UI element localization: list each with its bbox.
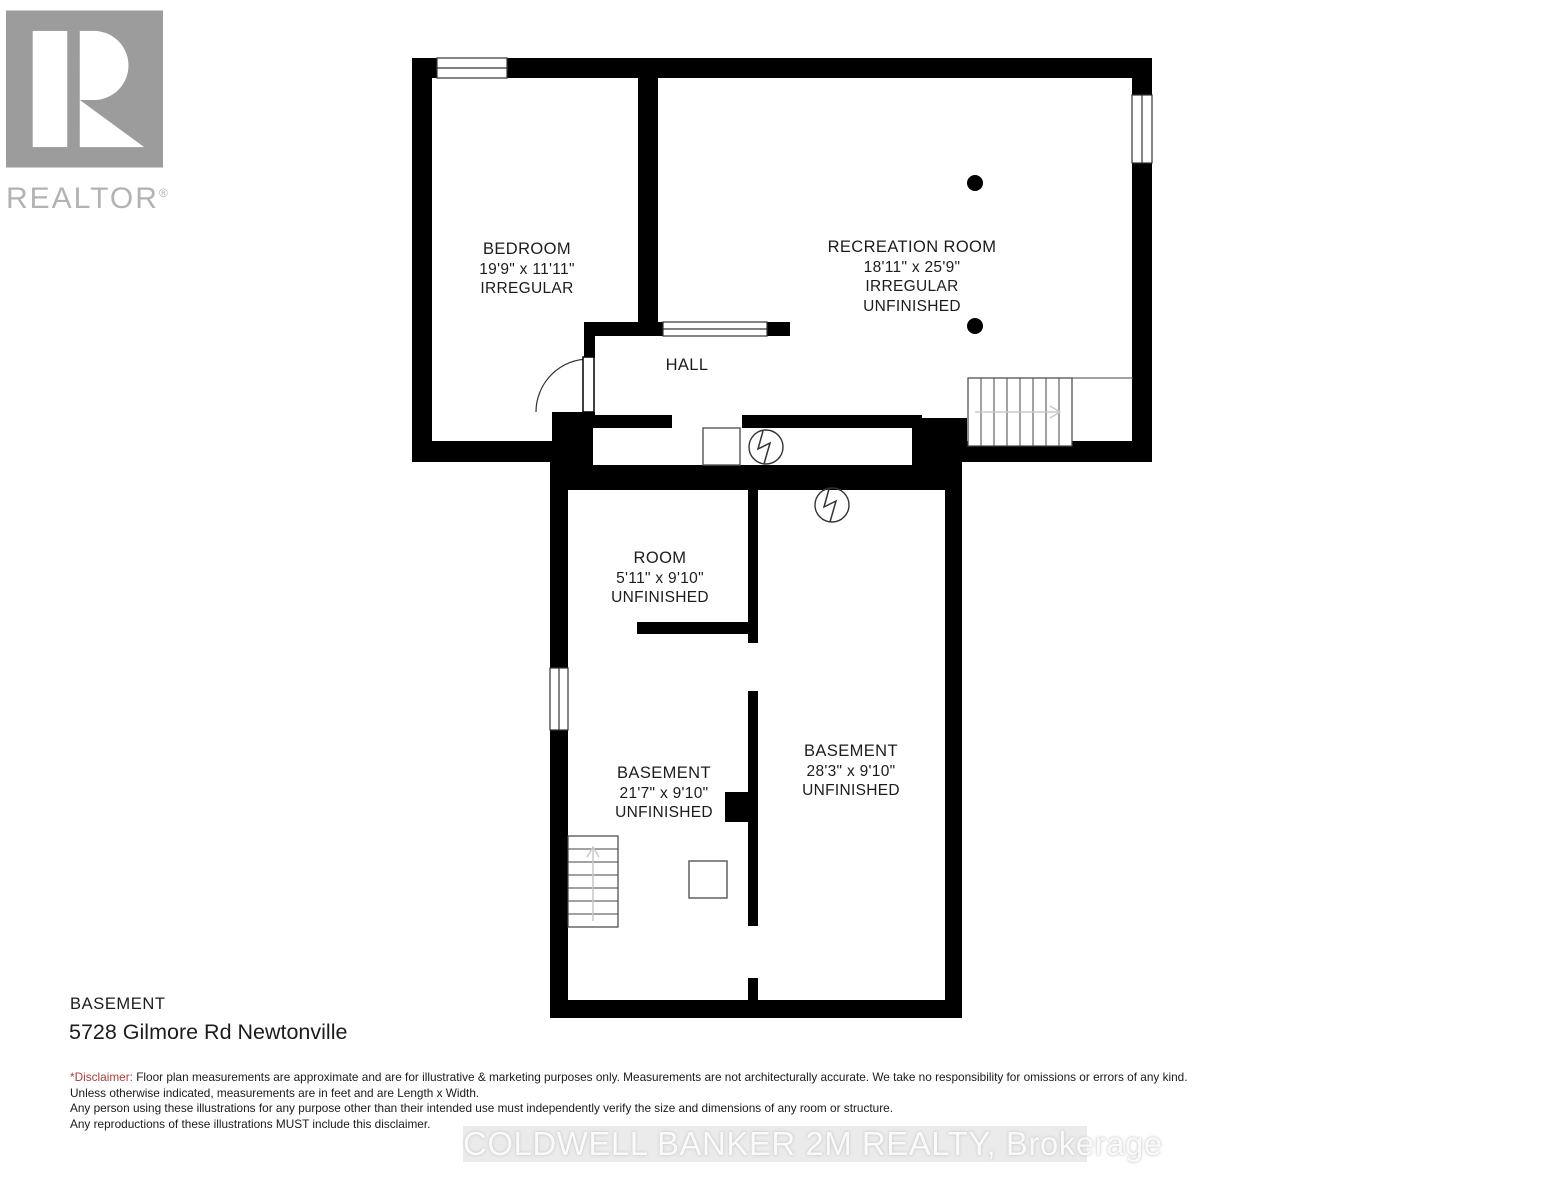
room-dimensions: 19'9" x 11'11" bbox=[479, 260, 575, 278]
room-name: BEDROOM bbox=[482, 240, 572, 258]
basement-left-label bbox=[615, 764, 713, 823]
walls bbox=[412, 58, 1152, 1018]
room-note: UNFINISHED bbox=[863, 297, 961, 315]
room-dimensions: 5'11" x 9'10" bbox=[616, 569, 704, 587]
hall-interior-window bbox=[663, 322, 767, 336]
door bbox=[536, 357, 594, 412]
room-dimensions: 28'3" x 9'10" bbox=[806, 762, 896, 780]
basement-window bbox=[550, 668, 568, 730]
registered-mark: ® bbox=[158, 186, 168, 200]
room-note: UNFINISHED bbox=[802, 782, 900, 799]
room-note: UNFINISHED bbox=[611, 589, 709, 606]
furnace-box bbox=[703, 428, 740, 465]
realtor-logo-text: REALTOR® bbox=[6, 182, 168, 215]
basement-right-label bbox=[802, 742, 900, 801]
door-arc bbox=[536, 359, 589, 412]
hall-label bbox=[666, 356, 709, 376]
property-address: 5728 Gilmore Rd Newtonville bbox=[69, 1020, 348, 1044]
disclaimer-line-1: *Disclaimer: Floor plan measurements are approximate and are for illustrative & marketing purposes only. Measurements are not architecturally accurate. We take no responsibility for omissions or errors of any kind. bbox=[70, 1070, 1188, 1084]
room-name: BASEMENT bbox=[617, 764, 711, 782]
small-room-label bbox=[611, 549, 709, 608]
water-heater-icon bbox=[815, 488, 849, 522]
disclaimer-block bbox=[70, 1070, 1188, 1132]
room-name: ROOM bbox=[633, 549, 687, 567]
door-leaf bbox=[583, 357, 594, 412]
disclaimer-line-2: Unless otherwise indicated, measurements are in feet and are Length x Width. bbox=[70, 1085, 480, 1100]
room-name: HALL bbox=[665, 356, 709, 374]
recreation-room-label bbox=[828, 238, 997, 316]
disclaimer-line-4: Any reproductions of these illustrations MUST include this disclaimer. bbox=[70, 1116, 431, 1131]
room-note: IRREGULAR bbox=[480, 280, 574, 297]
room-note: IRREGULAR bbox=[865, 278, 959, 295]
floor-title: BASEMENT bbox=[70, 995, 166, 1013]
room-note: UNFINISHED bbox=[615, 804, 713, 821]
disclaimer-line-3: Any person using these illustrations for any purpose other than their intended use must independently verify the size and dimensions of any room or structure. bbox=[70, 1101, 893, 1116]
bedroom-window bbox=[437, 58, 507, 78]
room-dimensions: 18'11" x 25'9" bbox=[863, 258, 961, 276]
bedroom-label bbox=[479, 240, 575, 299]
brokerage-watermark: COLDWELL BANKER 2M REALTY, Brokerage bbox=[463, 1125, 1163, 1162]
recreation-window bbox=[1132, 95, 1152, 163]
room-name: RECREATION ROOM bbox=[827, 238, 997, 256]
stairs-lower bbox=[568, 836, 618, 927]
room-dimensions: 21'7" x 9'10" bbox=[619, 784, 709, 802]
disclaimer-prefix: *Disclaimer: bbox=[70, 1070, 133, 1084]
room-name: BASEMENT bbox=[804, 742, 898, 760]
storage-box bbox=[689, 861, 727, 898]
stairs-upper bbox=[968, 378, 1133, 446]
